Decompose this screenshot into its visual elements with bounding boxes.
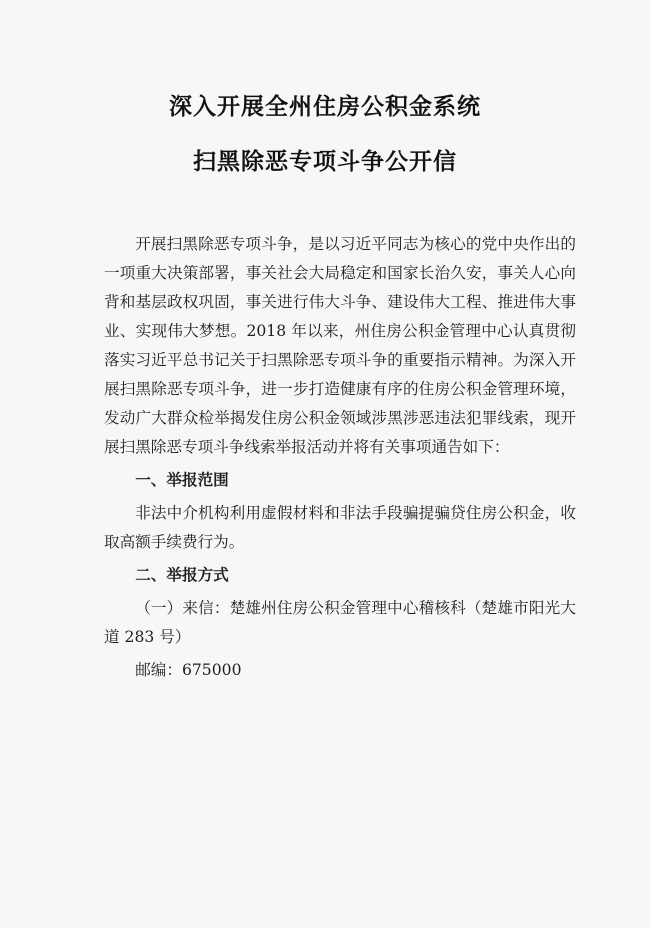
section1-heading: 一、举报范围 <box>135 471 229 489</box>
document-body <box>104 230 576 685</box>
document-title-line2: 扫黑除恶专项斗争公开信 <box>193 149 457 175</box>
document-title-line1: 深入开展全州住房公积金系统 <box>169 94 481 120</box>
intro-paragraph: 开展扫黑除恶专项斗争，是以习近平同志为核心的党中央作出的一项重大决策部署，事关社会大局稳定和国家长治久安，事关人心向背和基层政权巩固，事关进行伟大斗争、建设伟大工程、推进伟大事业、实现伟大梦想。2018 年以来，州住房公积金管理中心认真贯彻落实习近平总书记关于扫黑除恶专项斗争的重要指示精神。为深入开展扫黑除恶专项斗争，进一步打造健康有序的住房公积金管理环境，发动广大群众检举揭发住房公积金领域涉黑涉恶违法犯罪线索，现开展扫黑除恶专项斗争线索举报活动并将有关事项通告如下： <box>104 235 576 456</box>
section1-paragraph: 非法中介机构利用虚假材料和非法手段骗提骗贷住房公积金，收取高额手续费行为。 <box>104 504 576 551</box>
section2-item1: （一）来信：楚雄州住房公积金管理中心稽核科（楚雄市阳光大道 283 号） <box>104 599 576 646</box>
section2-heading: 二、举报方式 <box>135 566 229 584</box>
postcode-line: 邮编：675000 <box>135 661 242 679</box>
